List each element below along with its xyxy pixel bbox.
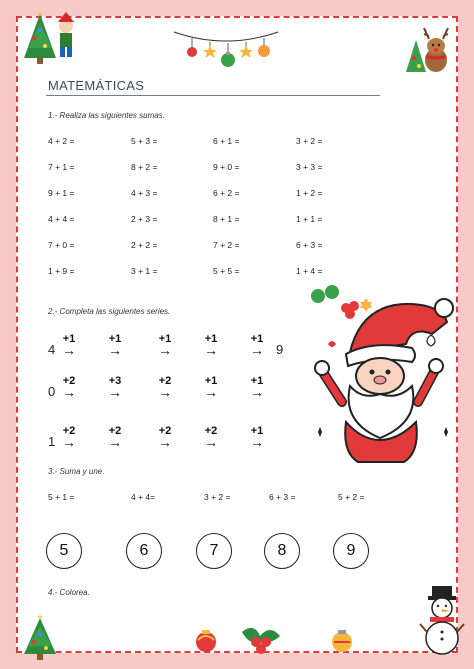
- series-step: [58, 334, 80, 356]
- arrow-right-icon: →: [108, 434, 122, 450]
- arrow-right-icon: →: [62, 434, 76, 450]
- sum-item: 2 + 3 =: [131, 214, 158, 224]
- arrow-right-icon: →: [158, 384, 172, 400]
- series-step-label: +2: [158, 375, 172, 387]
- sum-item: 9 + 0 =: [213, 162, 240, 172]
- santa-claus-illustration: [302, 282, 462, 472]
- page-title: MATEMÁTICAS: [48, 78, 145, 93]
- series-step-label: +2: [108, 425, 122, 437]
- sum-item: 8 + 2 =: [131, 162, 158, 172]
- sum-item: 1 + 1 =: [296, 214, 323, 224]
- series-step: [200, 334, 222, 356]
- arrow-right-icon: →: [204, 384, 218, 400]
- series-start-number: 4: [48, 342, 56, 357]
- match-sum-item: 5 + 2 =: [338, 492, 365, 502]
- answer-circle: 6: [126, 533, 162, 569]
- sum-item: 7 + 1 =: [48, 162, 75, 172]
- sum-item: 4 + 3 =: [131, 188, 158, 198]
- series-start-number: 1: [48, 434, 56, 449]
- sum-item: 5 + 3 =: [131, 136, 158, 146]
- match-sum-item: 3 + 2 =: [204, 492, 231, 502]
- series-step-label: +2: [62, 425, 76, 437]
- sum-item: 4 + 4 =: [48, 214, 75, 224]
- section-3-heading: 3.- Suma y une.: [48, 467, 105, 476]
- sum-item: 8 + 1 =: [213, 214, 240, 224]
- series-step: [246, 376, 268, 398]
- arrow-right-icon: →: [250, 434, 264, 450]
- answer-circle: 8: [264, 533, 300, 569]
- series-step-label: +1: [204, 333, 218, 345]
- match-sum-item: 6 + 3 =: [269, 492, 296, 502]
- sum-item: 6 + 2 =: [213, 188, 240, 198]
- series-end-number: 9: [276, 342, 284, 357]
- arrow-right-icon: →: [250, 384, 264, 400]
- series-step-label: +2: [62, 375, 76, 387]
- answer-circle: 7: [196, 533, 232, 569]
- series-step: [200, 376, 222, 398]
- series-step: [154, 376, 176, 398]
- sum-item: 7 + 0 =: [48, 240, 75, 250]
- sum-item: 3 + 3 =: [296, 162, 323, 172]
- series-step-label: +3: [108, 375, 122, 387]
- series-step: [104, 376, 126, 398]
- ornaments-garland-icon: [172, 28, 280, 72]
- match-sum-item: 4 + 4=: [131, 492, 156, 502]
- series-step-label: +1: [250, 333, 264, 345]
- reindeer-tree-icon: [404, 26, 454, 78]
- series-step-label: +2: [204, 425, 218, 437]
- sum-item: 3 + 2 =: [296, 136, 323, 146]
- series-step-label: +2: [158, 425, 172, 437]
- series-step: [104, 334, 126, 356]
- sum-item: 1 + 4 =: [296, 266, 323, 276]
- christmas-tree-elf-icon: [20, 8, 80, 66]
- series-step: [154, 334, 176, 356]
- series-start-number: 0: [48, 384, 56, 399]
- match-sum-item: 5 + 1 =: [48, 492, 75, 502]
- series-step-label: +1: [62, 333, 76, 345]
- answer-circle: 9: [333, 533, 369, 569]
- sum-item: 6 + 3 =: [296, 240, 323, 250]
- sum-item: 4 + 2 =: [48, 136, 75, 146]
- series-step-label: +1: [204, 375, 218, 387]
- section-2-heading: 2.- Completa las siguientes series.: [48, 307, 171, 316]
- sum-item: 1 + 2 =: [296, 188, 323, 198]
- bottom-ornaments-icon: [190, 612, 370, 662]
- snowman-icon: [420, 584, 464, 660]
- series-step: [246, 334, 268, 356]
- arrow-right-icon: →: [250, 342, 264, 358]
- arrow-right-icon: →: [204, 434, 218, 450]
- series-step: [58, 426, 80, 448]
- sum-item: 2 + 2 =: [131, 240, 158, 250]
- series-step-label: +1: [250, 425, 264, 437]
- series-step: [58, 376, 80, 398]
- sum-item: 7 + 2 =: [213, 240, 240, 250]
- series-step: [154, 426, 176, 448]
- series-step: [246, 426, 268, 448]
- arrow-right-icon: →: [158, 434, 172, 450]
- series-step-label: +1: [250, 375, 264, 387]
- arrow-right-icon: →: [62, 342, 76, 358]
- sum-item: 3 + 1 =: [131, 266, 158, 276]
- arrow-right-icon: →: [108, 384, 122, 400]
- arrow-right-icon: →: [158, 342, 172, 358]
- sum-item: 9 + 1 =: [48, 188, 75, 198]
- sum-item: 1 + 9 =: [48, 266, 75, 276]
- sum-item: 5 + 5 =: [213, 266, 240, 276]
- arrow-right-icon: →: [204, 342, 218, 358]
- answer-circle: 5: [46, 533, 82, 569]
- arrow-right-icon: →: [62, 384, 76, 400]
- arrow-right-icon: →: [108, 342, 122, 358]
- title-underline: [46, 95, 380, 96]
- christmas-tree-icon: [22, 614, 58, 662]
- section-4-heading: 4.- Colorea.: [48, 588, 90, 597]
- series-step-label: +1: [108, 333, 122, 345]
- series-step: [104, 426, 126, 448]
- section-1-heading: 1.- Realiza las siguientes sumas.: [48, 111, 165, 120]
- sum-item: 6 + 1 =: [213, 136, 240, 146]
- series-step-label: +1: [158, 333, 172, 345]
- series-step: [200, 426, 222, 448]
